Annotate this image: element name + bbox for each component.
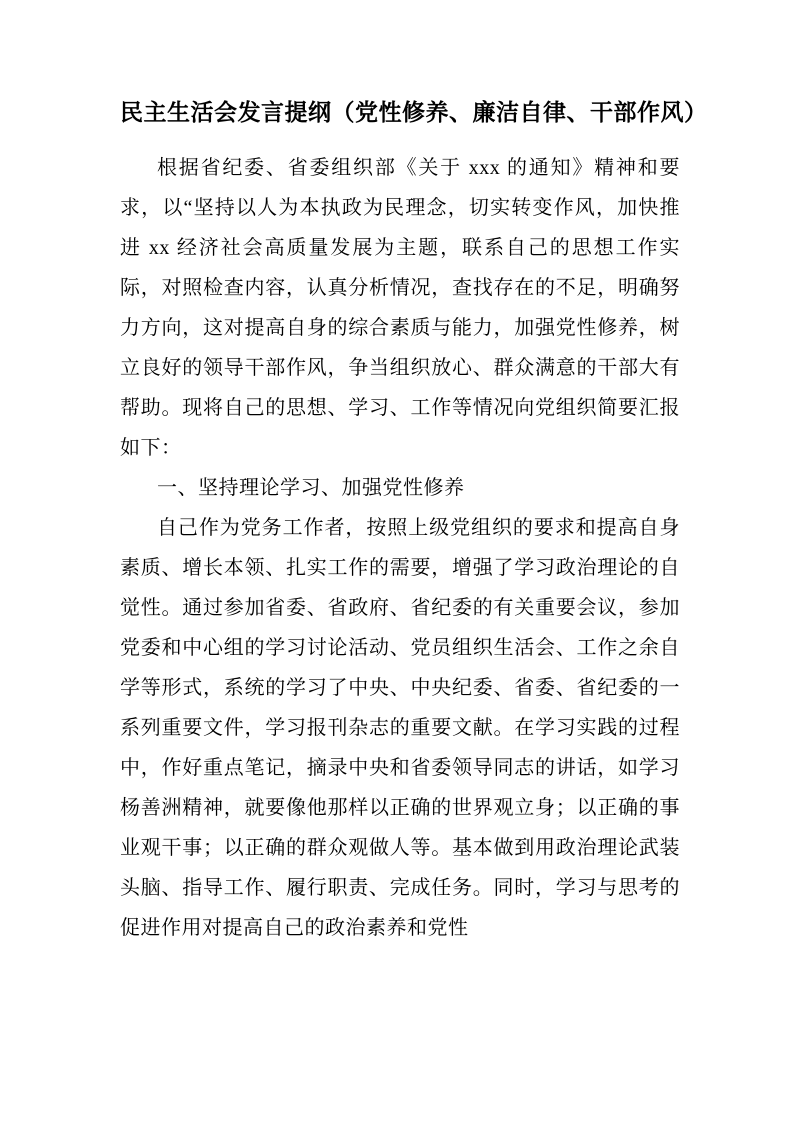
paragraph-intro: 根据省纪委、省委组织部《关于 xxx 的通知》精神和要求，以“坚持以人为本执政为民理念，切实转变作风，加快推进 xx 经济社会高质量发展为主题，联系自己的思想工作实际，对照检查内容，认真分析情况，查找存在的不足，明确努力方向，这对提高自身的综合素质与能力，加强党性修养，树立良好的领导干部作风，争当组织放心、群众满意的干部大有帮助。现将自己的思想、学习、工作等情况向党组织简要汇报如下： — [120, 157, 680, 459]
section-heading-1: 一、坚持理论学习、加强党性修养 — [157, 477, 465, 499]
paragraph-section-1-body: 自己作为党务工作者，按照上级党组织的要求和提高自身素质、增长本领、扎实工作的需要，增强了学习政治理论的自觉性。通过参加省委、省政府、省纪委的有关重要会议，参加党委和中心组的学习讨论活动、党员组织生活会、工作之余自学等形式，系统的学习了中央、中央纪委、省委、省纪委的一系列重要文件，学习报刊杂志的重要文献。在学习实践的过程中，作好重点笔记，摘录中央和省委领导同志的讲话，如学习杨善洲精神，就要像他那样以正确的世界观立身；以正确的事业观干事；以正确的群众观做人等。基本做到用政治理论武装头脑、指导工作、履行职责、完成任务。同时，学习与思考的促进作用对提高自己的政治素养和党性 — [120, 517, 680, 939]
document-title: 民主生活会发言提纲（党性修养、廉洁自律、干部作风） — [120, 100, 708, 125]
